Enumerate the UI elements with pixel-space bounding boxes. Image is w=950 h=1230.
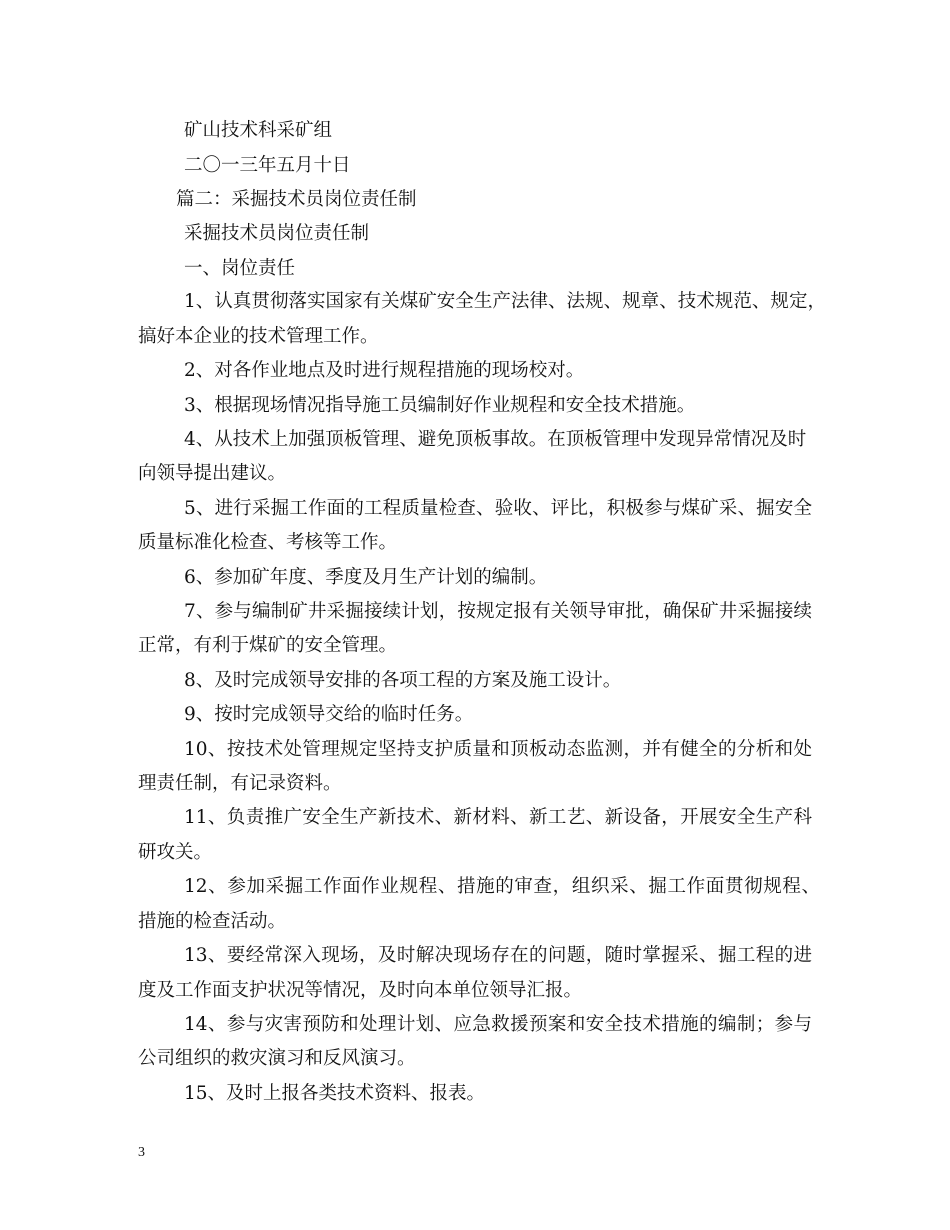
list-item-line: 正常，有利于煤矿的安全管理。 <box>138 635 398 656</box>
list-item-line: 6、参加矿年度、季度及月生产计划的编制。 <box>184 567 548 588</box>
list-item-line: 4、从技术上加强顶板管理、避免顶板事故。在顶板管理中发现异常情况及时 <box>184 429 807 450</box>
list-item-line: 措施的检查活动。 <box>138 911 287 932</box>
list-item-line: 11、负责推广安全生产新技术、新材料、新工艺、新设备，开展安全生产科 <box>184 807 812 828</box>
list-item-line: 14、参与灾害预防和处理计划、应急救援预案和安全技术措施的编制；参与 <box>184 1014 812 1035</box>
list-item-line: 10、按技术处管理规定坚持支护质量和顶板动态监测，并有健全的分析和处 <box>184 739 812 760</box>
list-item-line: 8、及时完成领导安排的各项工程的方案及施工设计。 <box>184 670 622 691</box>
signature-org: 矿山技术科采矿组 <box>184 120 333 141</box>
list-item-line: 理责任制，有记录资料。 <box>138 773 342 794</box>
page-number: 3 <box>138 1145 145 1160</box>
list-item-line: 2、对各作业地点及时进行规程措施的现场校对。 <box>184 360 585 381</box>
list-item-line: 度及工作面支护状况等情况，及时向本单位领导汇报。 <box>138 980 583 1001</box>
list-item-line: 1、认真贯彻落实国家有关煤矿安全生产法律、法规、规章、技术规范、规定， <box>184 291 826 312</box>
list-item-line: 向领导提出建议。 <box>138 463 287 484</box>
list-item-line: 13、要经常深入现场，及时解决现场存在的问题，随时掌握采、掘工程的进 <box>184 945 812 966</box>
list-item-line: 研攻关。 <box>138 842 213 863</box>
signature-date: 二〇一三年五月十日 <box>184 155 351 176</box>
list-item-line: 搞好本企业的技术管理工作。 <box>138 326 379 347</box>
list-item-line: 7、参与编制矿井采掘接续计划，按规定报有关领导审批，确保矿井采掘接续 <box>184 601 812 622</box>
list-item-line: 3、根据现场情况指导施工员编制好作业规程和安全技术措施。 <box>184 395 696 416</box>
doc-title: 采掘技术员岗位责任制 <box>184 223 370 244</box>
list-item-line: 12、参加采掘工作面作业规程、措施的审查，组织采、掘工作面贯彻规程、 <box>184 876 820 897</box>
list-item-line: 质量标准化检查、考核等工作。 <box>138 532 398 553</box>
list-item-line: 公司组织的救灾演习和反风演习。 <box>138 1048 416 1069</box>
list-item-line: 15、及时上报各类技术资料、报表。 <box>184 1083 486 1104</box>
subsection-heading: 一、岗位责任 <box>184 258 296 279</box>
section-heading: 篇二：采掘技术员岗位责任制 <box>176 189 417 210</box>
list-item-line: 9、按时完成领导交给的临时任务。 <box>184 704 474 725</box>
list-item-line: 5、进行采掘工作面的工程质量检查、验收、评比，积极参与煤矿采、掘安全 <box>184 498 812 519</box>
